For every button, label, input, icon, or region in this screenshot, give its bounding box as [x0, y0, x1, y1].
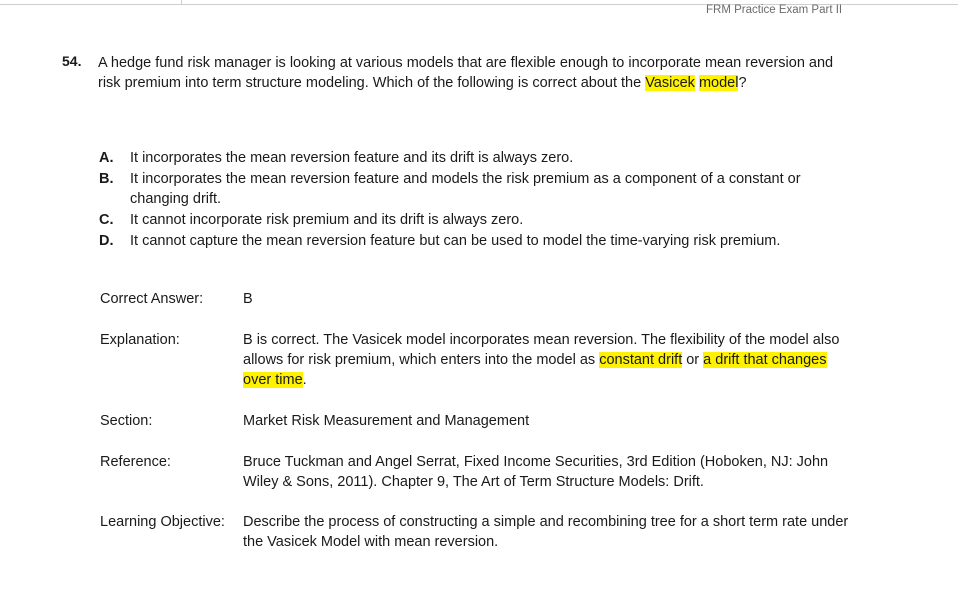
reference-value: Bruce Tuckman and Angel Serrat, Fixed Income Securities, 3rd Edition (Hoboken, NJ: John Wiley & Sons, 2011). Chapter 9, The Art of Term Structure Models: Drift.	[243, 454, 829, 490]
question-highlight-model: model	[698, 75, 739, 91]
question-highlight-vasicek: Vasicek	[645, 75, 695, 91]
explanation-label: Explanation:	[100, 332, 180, 348]
option-text: It cannot capture the mean reversion feature but can be used to model the time-varying risk premium.	[130, 233, 781, 249]
page-header-title: FRM Practice Exam Part II	[706, 4, 843, 16]
option-letter: C.	[99, 212, 114, 228]
question-text-end: ?	[738, 75, 747, 91]
answer-value: B	[243, 291, 253, 307]
option-text: It cannot incorporate risk premium and its drift is always zero.	[130, 212, 524, 228]
section-value: Market Risk Measurement and Management	[243, 413, 530, 429]
explanation-highlight-changing-drift: a drift that changes over time	[243, 352, 827, 388]
option-letter: D.	[99, 233, 114, 249]
explanation-text-main: B is correct. The Vasicek model incorporates mean reversion. The flexibility of the model also allows for risk premium, which enters into the model as	[243, 332, 840, 368]
explanation-text-or: or	[682, 352, 704, 368]
header-tick	[181, 0, 182, 5]
answer-label: Correct Answer:	[100, 291, 204, 307]
option-letter: B.	[99, 171, 114, 187]
section-label: Section:	[100, 413, 153, 429]
reference-label: Reference:	[100, 454, 171, 470]
explanation-text	[243, 330, 855, 390]
question-text-main: A hedge fund risk manager is looking at various models that are flexible enough to incorporate mean reversion and risk premium into term structure modeling. Which of the following is correct about the	[98, 55, 834, 91]
learning-objective-label: Learning Objective:	[100, 514, 225, 530]
option-text: It incorporates the mean reversion feature and its drift is always zero.	[130, 150, 574, 166]
explanation-highlight-constant-drift: constant drift	[599, 352, 683, 368]
learning-objective-value: Describe the process of constructing a simple and recombining tree for a short term rate under the Vasicek Model with mean reversion.	[243, 514, 849, 550]
question-number: 54.	[62, 53, 82, 69]
explanation-text-end: .	[302, 372, 307, 388]
option-text: It incorporates the mean reversion feature and models the risk premium as a component of a constant or changing drift.	[130, 171, 801, 207]
question-text	[98, 53, 858, 93]
option-letter: A.	[99, 150, 114, 166]
